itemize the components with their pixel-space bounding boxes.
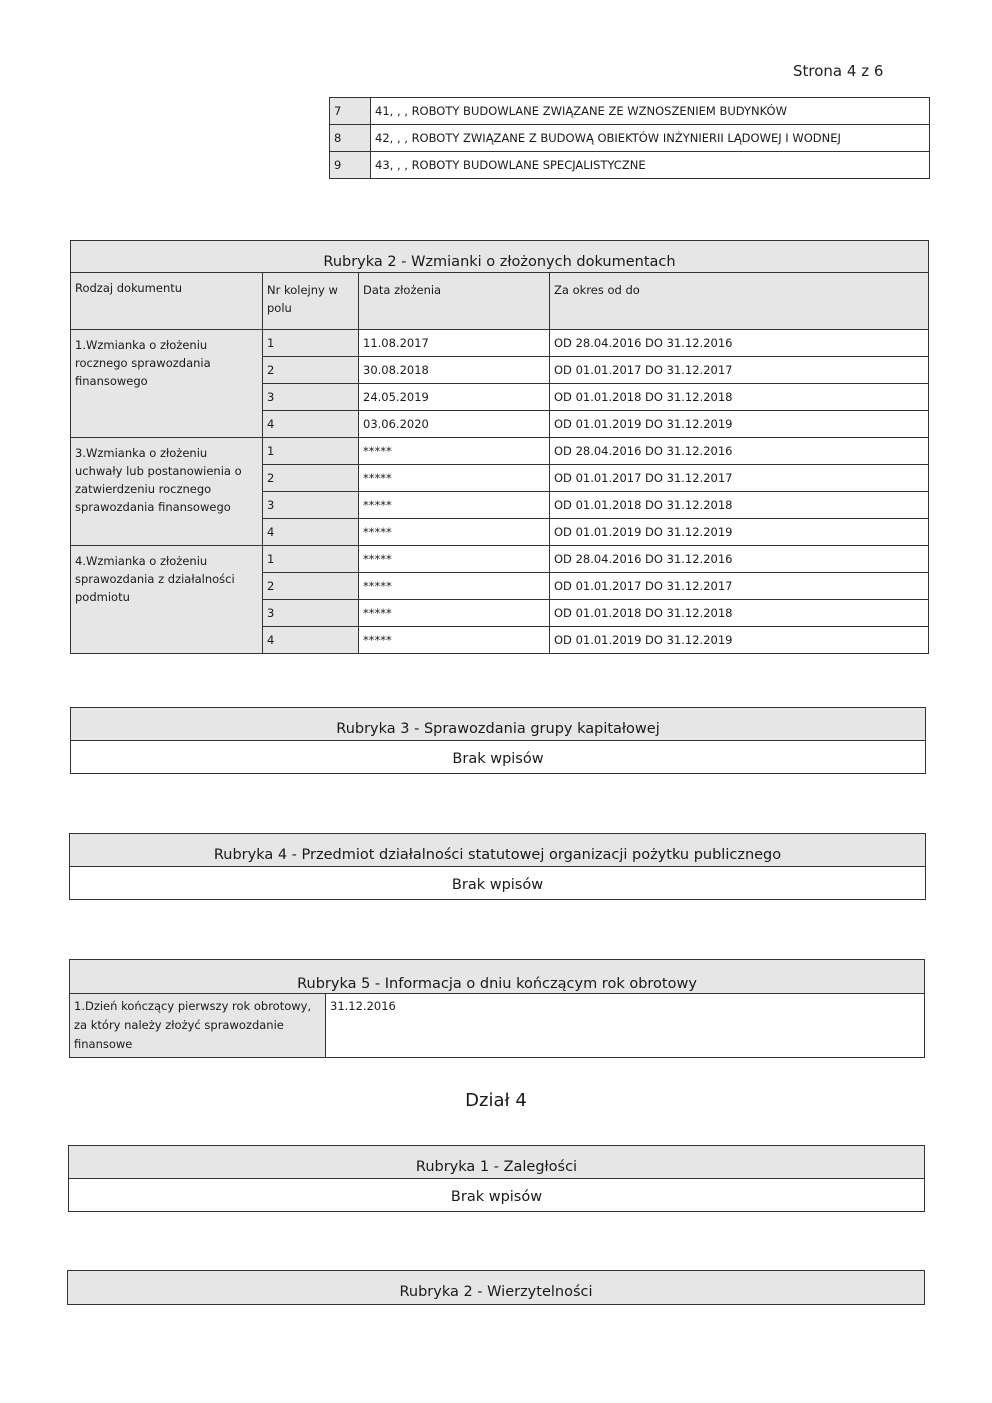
pkd-nr: 7 [330, 98, 371, 125]
rubryka-5-table [69, 959, 925, 1058]
row-period: OD 01.01.2019 DO 31.12.2019 [550, 411, 929, 438]
row-date: ***** [359, 546, 550, 573]
rubryka-3-title: Rubryka 3 - Sprawozdania grupy kapitałowej [71, 708, 925, 741]
rubryka-3-empty-text: Brak wpisów [71, 741, 925, 773]
row-nr: 1 [263, 330, 359, 357]
document-kind: 3.Wzmianka o złożeniu uchwały lub postanowienia o zatwierdzeniu rocznego sprawozdania finansowego [71, 438, 263, 546]
table-row [71, 438, 929, 465]
row-nr: 4 [263, 627, 359, 654]
table-row [330, 98, 930, 125]
row-date: ***** [359, 600, 550, 627]
col-header-date: Data złożenia [359, 273, 550, 330]
rubryka-4-section [69, 833, 926, 900]
pkd-continuation-table [329, 97, 930, 179]
document-kind: 4.Wzmianka o złożeniu sprawozdania z działalności podmiotu [71, 546, 263, 654]
col-header-nr: Nr kolejny w polu [263, 273, 359, 330]
row-period: OD 01.01.2017 DO 31.12.2017 [550, 573, 929, 600]
row-nr: 1 [263, 546, 359, 573]
row-date: 03.06.2020 [359, 411, 550, 438]
row-nr: 3 [263, 384, 359, 411]
row-date: 24.05.2019 [359, 384, 550, 411]
row-nr: 2 [263, 573, 359, 600]
row-period: OD 01.01.2018 DO 31.12.2018 [550, 384, 929, 411]
row-period: OD 01.01.2018 DO 31.12.2018 [550, 600, 929, 627]
row-nr: 2 [263, 465, 359, 492]
row-period: OD 01.01.2017 DO 31.12.2017 [550, 465, 929, 492]
row-period: OD 01.01.2018 DO 31.12.2018 [550, 492, 929, 519]
row-period: OD 01.01.2019 DO 31.12.2019 [550, 627, 929, 654]
dzial-4-rubryka-1-empty-text: Brak wpisów [69, 1179, 924, 1211]
rubryka-2-title: Rubryka 2 - Wzmianki o złożonych dokumentach [71, 241, 929, 273]
table-row [70, 994, 925, 1058]
table-row [71, 330, 929, 357]
row-nr: 2 [263, 357, 359, 384]
table-row [330, 125, 930, 152]
dzial-4-rubryka-2-section [67, 1270, 925, 1305]
rubryka-4-title: Rubryka 4 - Przedmiot działalności statutowej organizacji pożytku publicznego [70, 834, 925, 867]
row-date: ***** [359, 627, 550, 654]
table-row [330, 152, 930, 179]
pkd-text: 41, , , ROBOTY BUDOWLANE ZWIĄZANE ZE WZNOSZENIEM BUDYNKÓW [371, 98, 930, 125]
dzial-4-rubryka-1-title: Rubryka 1 - Zaległości [69, 1146, 924, 1179]
page-number: Strona 4 z 6 [793, 62, 884, 80]
rubryka-3-section [70, 707, 926, 774]
pkd-nr: 9 [330, 152, 371, 179]
document-kind: 1.Wzmianka o złożeniu rocznego sprawozdania finansowego [71, 330, 263, 438]
row-period: OD 28.04.2016 DO 31.12.2016 [550, 438, 929, 465]
row-nr: 1 [263, 438, 359, 465]
row-period: OD 28.04.2016 DO 31.12.2016 [550, 546, 929, 573]
col-header-period: Za okres od do [550, 273, 929, 330]
row-nr: 3 [263, 492, 359, 519]
fiscal-year-label: 1.Dzień kończący pierwszy rok obrotowy, za który należy złożyć sprawozdanie finansowe [70, 994, 326, 1058]
dzial-4-rubryka-1-section [68, 1145, 925, 1212]
pkd-text: 43, , , ROBOTY BUDOWLANE SPECJALISTYCZNE [371, 152, 930, 179]
row-period: OD 01.01.2017 DO 31.12.2017 [550, 357, 929, 384]
row-period: OD 01.01.2019 DO 31.12.2019 [550, 519, 929, 546]
row-nr: 4 [263, 519, 359, 546]
rubryka-2-table [70, 240, 929, 654]
row-date: ***** [359, 519, 550, 546]
table-row [71, 546, 929, 573]
rubryka-4-empty-text: Brak wpisów [70, 867, 925, 899]
row-date: ***** [359, 438, 550, 465]
row-date: 30.08.2018 [359, 357, 550, 384]
row-date: ***** [359, 465, 550, 492]
section-heading-dzial-4: Dział 4 [465, 1090, 527, 1111]
dzial-4-rubryka-2-title: Rubryka 2 - Wierzytelności [68, 1271, 924, 1304]
row-nr: 3 [263, 600, 359, 627]
row-date: 11.08.2017 [359, 330, 550, 357]
rubryka-5-title: Rubryka 5 - Informacja o dniu kończącym rok obrotowy [70, 960, 925, 994]
pkd-nr: 8 [330, 125, 371, 152]
header-row [71, 273, 929, 330]
row-period: OD 28.04.2016 DO 31.12.2016 [550, 330, 929, 357]
row-nr: 4 [263, 411, 359, 438]
fiscal-year-value: 31.12.2016 [326, 994, 925, 1058]
col-header-kind: Rodzaj dokumentu [71, 273, 263, 330]
row-date: ***** [359, 573, 550, 600]
row-date: ***** [359, 492, 550, 519]
pkd-text: 42, , , ROBOTY ZWIĄZANE Z BUDOWĄ OBIEKTÓW INŻYNIERII LĄDOWEJ I WODNEJ [371, 125, 930, 152]
